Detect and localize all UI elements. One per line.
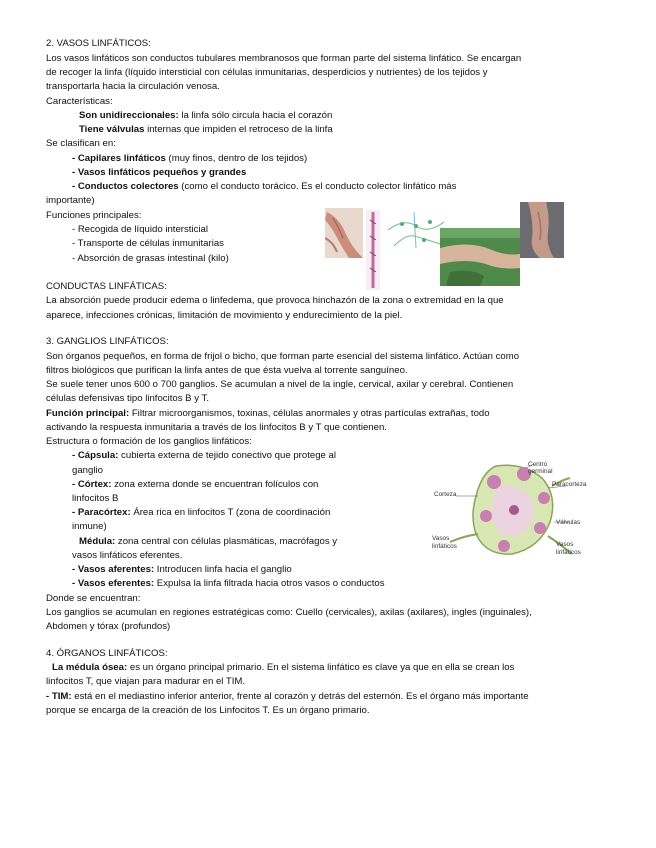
paragraph-line: de recoger la linfa (líquido intersticial con células inmunitarias, desperdicios y nutrientes) de los tejidos y (46, 67, 488, 78)
diagram-label: linfáticos (556, 549, 581, 556)
list-item-text: Expulsa la linfa filtrada hacia otros vasos o conductos (154, 578, 385, 589)
list-item-continuation: linfocitos B (72, 493, 119, 504)
paragraph-line: Los ganglios se acumulan en regiones estratégicas como: Cuello (cervicales), axilas (axilares), ingles (inguinales), (46, 607, 532, 618)
paragraph-line: filtros biológicos que purifican la linfa antes de que ésta vuelva al torrente sanguíneo. (46, 365, 408, 376)
list-item-text: Área rica en linfocitos T (zona de coordinación (130, 507, 331, 518)
paragraph-line: activando la respuesta inmunitaria a través de los linfocitos B y T que contienen. (46, 422, 387, 433)
section-heading: 2. VASOS LINFÁTICOS: (46, 38, 151, 49)
paragraph-line: Abdomen y tórax (profundos) (46, 621, 171, 632)
diagram-label: Vasos (432, 535, 450, 542)
list-item-term: Tiene válvulas (79, 124, 145, 135)
list-item (79, 110, 332, 122)
list-item-term: - Córtex: (72, 479, 112, 490)
list-item (72, 450, 336, 462)
diagram-label: Válvulas (556, 519, 581, 526)
paragraph-line: Se suele tener unos 600 o 700 ganglios. Se acumulan a nivel de la ingle, cervical, axilar y cerebral. Contienen (46, 379, 514, 390)
list-item-continuation: ganglio (72, 465, 103, 476)
list-item (72, 153, 307, 165)
list-item-continuation: inmune) (72, 521, 107, 532)
list-item-continuation: vasos linfáticos eferentes. (72, 550, 183, 561)
list-label: Se clasifican en: (46, 138, 116, 149)
list-item (72, 507, 330, 519)
list-item-text: cubierta externa de tejido conectivo que protege al (118, 450, 336, 461)
list-label: Funciones principales: (46, 210, 142, 221)
list-item-term: - Vasos eferentes: (72, 578, 155, 589)
list-item-term: - Paracórtex: (72, 507, 131, 518)
list-item (79, 536, 337, 548)
paragraph-line (46, 408, 490, 420)
list-item-text: la linfa sólo circula hacia el corazón (178, 110, 333, 121)
list-item (72, 578, 385, 590)
lymphatic-system-diagram (384, 208, 446, 252)
list-item-continuation: importante) (46, 195, 95, 206)
paragraph-term: Función principal: (46, 408, 130, 419)
swollen-arm-photo (325, 208, 363, 258)
swollen-leg-photo (520, 202, 564, 258)
list-label: Donde se encuentran: (46, 593, 141, 604)
list-item-text: (muy finos, dentro de los tejidos) (165, 153, 308, 164)
list-item-text: Introducen linfa hacia el ganglio (154, 564, 292, 575)
lymph-vessel-illustration (366, 210, 380, 290)
section-heading: 3. GANGLIOS LINFÁTICOS: (46, 336, 169, 347)
list-item-term: - Vasos aferentes: (72, 564, 155, 575)
list-item-term: Son unidireccionales: (79, 110, 179, 121)
diagram-label: linfáticos (432, 543, 457, 550)
list-item (72, 181, 456, 193)
paragraph-line (52, 662, 514, 674)
paragraph-line: linfocitos T, que viajan para madurar en el TIM. (46, 676, 246, 687)
paragraph-text: está en el mediastino inferior anterior, frente al corazón y detrás del esternón. Es el órgano más importante (71, 691, 529, 702)
list-item-term: - Capilares linfáticos (72, 153, 166, 164)
list-label: Características: (46, 96, 113, 107)
list-item-term: - Conductos colectores (72, 181, 179, 192)
diagram-label: Vasos (556, 541, 574, 548)
lymphedema-arm-photo (440, 228, 520, 286)
list-item-text: (como el conducto torácico. Es el conducto colector linfático más (178, 181, 457, 192)
section-heading: 4. ÓRGANOS LINFÁTICOS: (46, 648, 168, 659)
list-item-term: - Vasos linfáticos pequeños y grandes (72, 167, 247, 178)
section-heading: CONDUCTAS LINFÁTICAS: (46, 281, 167, 292)
list-item-text: zona central con células plasmáticas, macrófagos y (115, 536, 338, 547)
list-label: Estructura o formación de los ganglios linfáticos: (46, 436, 252, 447)
list-item (72, 564, 292, 576)
paragraph-line: células defensivas tipo linfocitos B y T. (46, 393, 209, 404)
paragraph-line: Son órganos pequeños, en forma de frijol o bicho, que forman parte esencial del sistema linfático. Actúan como (46, 351, 520, 362)
paragraph-text: Filtrar microorganismos, toxinas, células anormales y otras partículas extrañas, todo (129, 408, 490, 419)
list-item-text: zona externa donde se encuentran folículos con (111, 479, 319, 490)
list-item (79, 124, 333, 136)
list-item: - Transporte de células inmunitarias (72, 238, 224, 249)
list-item: - Recogida de líquido intersticial (72, 224, 208, 235)
list-item (72, 479, 318, 491)
paragraph-line: transportarla hacia la circulación venosa. (46, 81, 220, 92)
paragraph-line: La absorción puede producir edema o linfedema, que provoca hinchazón de la zona o extremidad en la que (46, 295, 504, 306)
paragraph-term: - TIM: (46, 691, 72, 702)
list-item-term: - Cápsula: (72, 450, 119, 461)
diagram-label: germinal (528, 468, 553, 475)
paragraph-term: La médula ósea: (52, 662, 128, 673)
list-item-text: internas que impiden el retroceso de la linfa (144, 124, 333, 135)
paragraph-line: Los vasos linfáticos son conductos tubulares membranosos que forman parte del sistema linfático. Se encargan (46, 53, 522, 64)
paragraph-text: es un órgano principal primario. En el sistema linfático es clave ya que en ella se crean los (127, 662, 515, 673)
diagram-label: Centro (528, 461, 548, 468)
paragraph-line: aparece, infecciones crónicas, limitación de movimiento y endurecimiento de la piel. (46, 310, 403, 321)
paragraph-line: porque se encarga de la creación de los Linfocitos T. Es un órgano primario. (46, 705, 370, 716)
list-item (72, 167, 246, 179)
list-item: - Absorción de grasas intestinal (kilo) (72, 253, 229, 264)
lymph-node-diagram (430, 456, 592, 566)
diagram-label: Paracorteza (552, 481, 587, 488)
list-item-term: Médula: (79, 536, 116, 547)
diagram-label: Corteza (434, 491, 457, 498)
paragraph-line (46, 691, 529, 703)
